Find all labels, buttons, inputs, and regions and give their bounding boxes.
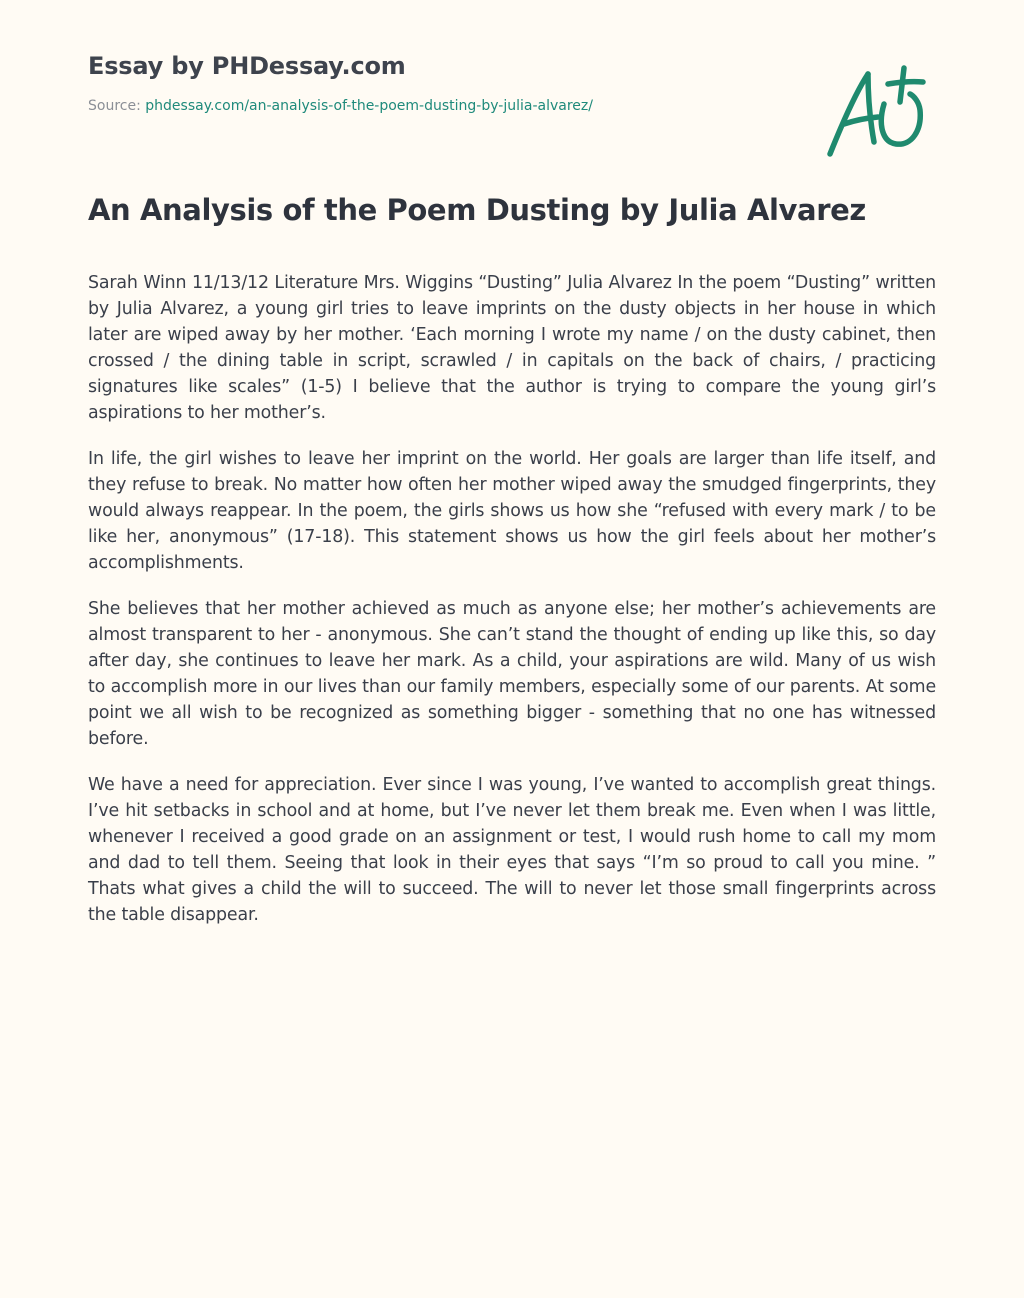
essay-title: An Analysis of the Poem Dusting by Julia Alvarez <box>88 193 866 227</box>
source-label: Source: <box>88 98 146 114</box>
essay-paragraph: In life, the girl wishes to leave her imprint on the world. Her goals are larger than life itself, and they refuse to break. No matter how often her mother wiped away the smudged fingerprints, they would always reappear. In the poem, the girls shows us how she “refused with every mark / to be like her, anonymous” (17-18). This statement shows us how the girl feels about her mother’s accomplishments. <box>88 449 936 573</box>
source-line <box>88 96 788 116</box>
essay-paragraph: Sarah Winn 11/13/12 Literature Mrs. Wiggins “Dusting” Julia Alvarez In the poem “Dusting” written by Julia Alvarez, a young girl tries to leave imprints on the dusty objects in her house in which later are wiped away by her mother. ‘Each morning I wrote my name / on the dusty cabinet, then crossed / the dining table in script, scrawled / in capitals on the back of chairs, / practicing signatures like scales” (1-5) I believe that the author is trying to compare the young girl’s aspirations to her mother’s. <box>88 273 936 423</box>
page-header <box>88 50 788 116</box>
essay-body <box>88 270 936 948</box>
essay-paragraph: We have a need for appreciation. Ever since I was young, I’ve wanted to accomplish great things. I’ve hit setbacks in school and at home, but I’ve never let them break me. Even when I was little, whenever I received a good grade on an assignment or test, I would rush home to call my mom and dad to tell them. Seeing that look in their eyes that says “I’m so proud to call you mine. ” Thats what gives a child the will to succeed. The will to never let those small fingerprints across the table disappear. <box>88 775 936 925</box>
a-plus-grade-icon <box>822 62 930 162</box>
brand-title: Essay by PHDessay.com <box>88 52 406 80</box>
essay-paragraph: She believes that her mother achieved as much as anyone else; her mother’s achievements are almost transparent to her - anonymous. She can’t stand the thought of ending up like this, so day after day, she continues to leave her mark. As a child, your aspirations are wild. Many of us wish to accomplish more in our lives than our family members, especially some of our parents. At some point we all wish to be recognized as something bigger - something that no one has witnessed before. <box>88 599 936 749</box>
source-link[interactable]: phdessay.com/an-analysis-of-the-poem-dusting-by-julia-alvarez/ <box>145 98 593 114</box>
